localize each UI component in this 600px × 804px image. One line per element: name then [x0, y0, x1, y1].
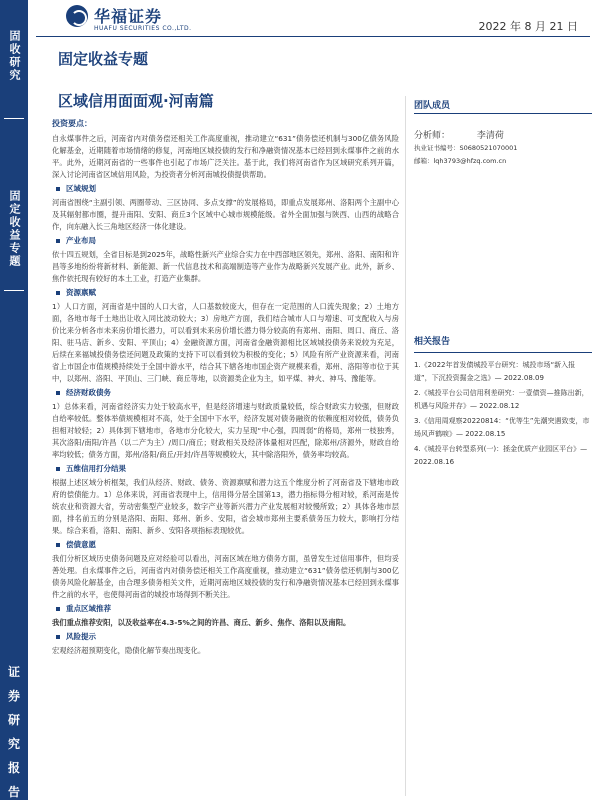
report-type: 固定收益专题	[58, 50, 149, 68]
section-title: 资源禀赋	[52, 287, 399, 299]
sidebar-bottom-text	[0, 660, 28, 804]
report-date: 2022 年 8 月 21 日	[478, 20, 578, 33]
section-title: 重点区域推荐	[52, 603, 399, 615]
section-title: 偿债意愿	[52, 539, 399, 551]
analyst-label: 分析师：	[414, 131, 451, 141]
sidebar-top-label: 固收研究	[8, 30, 21, 82]
main-content	[52, 118, 399, 657]
section-text: 宏观经济超预期变化，隐债化解节奏出现变化。	[52, 646, 206, 655]
sidebar-top-text	[0, 30, 28, 82]
report-title: 区域信用面面观·河南篇	[58, 92, 214, 110]
logo-mark-icon	[66, 5, 88, 27]
sidebar-middle-label: 固定收益专题	[8, 190, 21, 268]
section-title: 风险提示	[52, 631, 399, 643]
related-report-item[interactable]: 1.《2022年首发债城投平台研究：城投市场“新入报道”，下沉投资掘金之选》— 2022.08.09	[414, 360, 576, 382]
sidebar	[0, 0, 28, 800]
logo-text: 华福证券	[94, 7, 163, 26]
section-text: 1）人口方面，河南省是中国的人口大省，人口基数较庞大，但存在一定范围的人口流失现象；2）土地方面，各地市每千土地出让收入同比波动较大；3）房地产方面，我们结合城市人口与增速、可支配收入与房价比来分析各市未来房价增长潜力，可以看到未来房价增长潜力得分较高的有郑州、南阳、周口、商丘、洛阳、驻马店、新乡、安阳、平顶山；4）金融资源方面，河南省金融资源相比区域城投债务来说较为充足，后续在来福城投债务偿还问题及政策的支持下可以看到较为积极的变化；5）风险有所产业资源来看，河南省上市国企市值规模持续处于全国中游水平，结合其下辖各地市国企资产规模来看，郑州、洛阳等市位于其中，以郑州、洛阳、平顶山、三门峡、商丘等地，以资源类企业为主，如平煤、神火、神马、豫能等。	[52, 302, 399, 383]
sidebar-divider	[4, 118, 24, 119]
section-text: 我们重点推荐安阳，以及收益率在4.3-5%之间的许昌、商丘、新乡、焦作、洛阳以及南阳。	[52, 618, 351, 627]
section-text: 1）总体来看，河南省经济实力处于较高水平，但是经济增速与财政质量较低，综合财政实力较强，但财政自给率较低。整体举债规模相对不高，处于全国中下水平，经济发展对债务融资的依赖度相对较低，债务负担相对较轻；2）具体到下辖地市，各地市分化较大，实力呈现“中心强，四周弱”的格局，郑州一枝独秀，其次洛阳/南阳/许昌（以二产为主）/周口/商丘；财政相关及经济体量相对匹配，除郑州/济源外，财政自给率均较低；债务方面，郑州/洛阳/商丘/开封/许昌等规模较大，其中除洛阳外，债务率均较高。	[52, 402, 399, 459]
sidebar-char: 告	[7, 785, 20, 799]
sidebar-char: 报	[7, 761, 20, 775]
section-text: 我们分析区域历史债务问题及应对经验可以看出，河南区域在地方债务方面，虽曾发生过信用事件，但均妥善处理。自永煤事件之后，河南省内对债务偿还相关工作高度重视，推动建立“631”债务偿还机制与300亿债务风险化解基金，由合理多债务相关文件，近期河南地区城投债的发行和净融资情况基本已经回到永煤事件之前的水平，也使得河南省的城投市场得到不断关注。	[52, 554, 399, 599]
section-title: 产业布局	[52, 235, 399, 247]
analyst-name: 李清荷	[476, 131, 504, 141]
section-title: 五维信用打分结果	[52, 463, 399, 475]
related-report-item[interactable]: 3.《信用周观察20220814：“优等生”先潮突遇致变，市场风声鹤唳》— 2022.08.15	[414, 416, 590, 438]
related-title: 相关报告	[414, 336, 592, 353]
team-title: 团队成员	[414, 98, 592, 114]
intro-paragraph: 自永煤事件之后，河南省内对债务偿还相关工作高度重视，推动建立“631”债务偿还机制与300亿债务风险化解基金，近期随着市场情绪的修复，河南地区城投债的发行和净融资情况基本已经回到永煤事件之前的水平。此外，近期河南省的一些事件也引起了市场广泛关注。基于此，我们将河南省作为区域研究系列开篇，深入讨论河南省区域信用风险，为投资者分析河南城投债提供帮助。	[52, 134, 399, 179]
company-logo	[66, 4, 162, 27]
analyst-line	[414, 128, 592, 141]
right-panel	[414, 98, 592, 167]
section-text: 根据上述区域分析框架，我们从经济、财政、债务、资源禀赋和潜力这五个维度分析了河南省及下辖地市政府的偿债能力。1）总体来说，河南省表现中上，信用得分居全国第13，潜力指标得分相对较，系河南是传统农业和资源大省，劳动密集型产业较多，数字产业等新兴潜力产业发展相对较慢所致；2）具体各地市层面，排名前五的分别是洛阳、南阳、郑州、新乡、安阳，省会城市郑州主要系债务压力较大，影响打分结果。综合来看，洛阳、南阳、新乡、安阳各项指标表现较优。	[52, 478, 399, 535]
sidebar-char: 券	[7, 689, 20, 703]
column-divider	[405, 96, 406, 796]
section-text: 依十四五规划，全省目标是到2025年，战略性新兴产业综合实力在中西部地区领先，郑州、洛阳、南阳和许昌等多地纷纷将新材料、新能源、新一代信息技术和高端制造等产业作为战略新兴发展产业。此外，新乡、焦作依托现有较好的本土工业，打造产业集群。	[52, 250, 399, 283]
analyst-email: 邮箱：lqh3793@hfzq.com.cn	[414, 157, 507, 165]
section-title: 经济财政债务	[52, 387, 399, 399]
related-report-item[interactable]: 4.《城投平台转型系列(一)：拯金优质产业园区平台》— 2022.08.16	[414, 444, 588, 466]
sidebar-char: 研	[7, 713, 20, 727]
related-reports	[414, 336, 592, 471]
sidebar-middle-text	[0, 190, 28, 268]
related-report-item[interactable]: 2.《城投平台公司信用利差研究：一壹债资—推陈出新，机遇与风险并存》— 2022.08.12	[414, 388, 589, 410]
analyst-cert: 执业证书编号：S0680521070001	[414, 144, 518, 152]
section-title: 区域规划	[52, 183, 399, 195]
sidebar-char: 证	[7, 665, 20, 679]
investment-title: 投资要点：	[52, 119, 92, 128]
logo-english-text: HUAFU SECURITIES CO.,LTD.	[94, 25, 192, 32]
sidebar-divider	[4, 290, 24, 291]
header-divider	[36, 36, 590, 37]
sidebar-char: 究	[7, 737, 20, 751]
section-text: 河南省围绕“主副引领、两圈带动、三区协同、多点支撑”的发展格局，即重点发展郑州、洛阳两个主副中心及其辐射都市圈，提升南阳、安阳、商丘3个区域中心城市规模能级。省外全面加强与陕西、山西的战略合作，向东融入长三角地区经济一体化建设。	[52, 198, 399, 231]
